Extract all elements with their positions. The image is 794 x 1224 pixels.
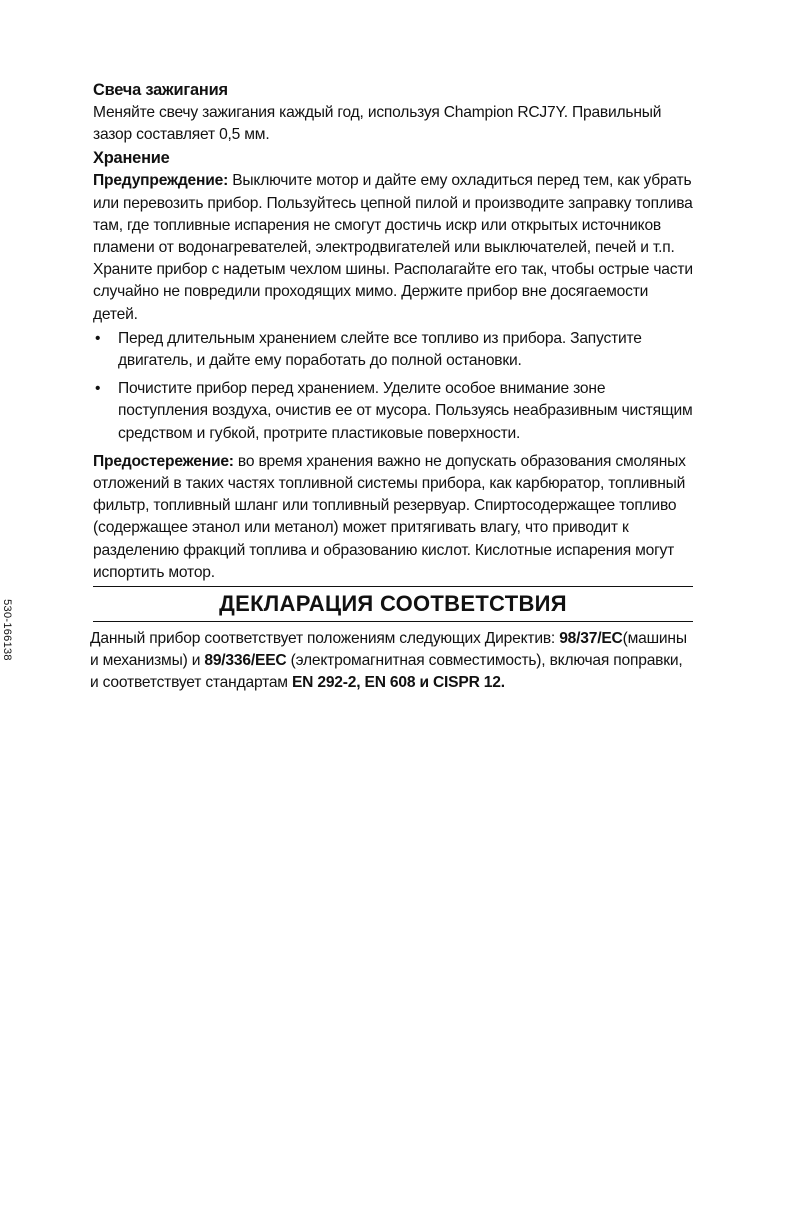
storage-warning-paragraph	[93, 170, 693, 325]
declaration-text	[90, 628, 693, 695]
spark-plug-text: Меняйте свечу зажигания каждый год, используя Champion RCJ7Y. Правильный зазор составляет 0,5 мм.	[93, 104, 662, 144]
declaration-section	[90, 586, 693, 695]
bullet-text: Почистите прибор перед хранением. Уделите особое внимание зоне поступления воздуха, очистив ее от мусора. Пользуясь неабразивным чистящим средством и губкой, протрите пластиковые поверхности.	[118, 380, 693, 442]
storage-caution-paragraph	[93, 451, 693, 584]
document-code	[0, 585, 14, 675]
directive-1: 98/37/EC	[559, 630, 623, 648]
bullet-icon: •	[95, 380, 101, 398]
manual-page	[90, 78, 693, 695]
storage-heading: Хранение	[93, 149, 170, 168]
directive-2: 89/336/EEC	[204, 652, 287, 670]
standards-list: EN 292-2, EN 608 и CISPR 12.	[291, 674, 505, 692]
warning-label: Предупреждение:	[93, 172, 229, 190]
bullet-text: Перед длительным хранением слейте все топливо из прибора. Запустите двигатель, и дайте ему поработать до полной остановки.	[118, 329, 642, 370]
directive-2-desc: (электромагнитная совместимость), включая поправки, и соответствует стандартам	[90, 652, 683, 692]
declaration-intro: Данный прибор соответствует положениям следующих Директив:	[90, 630, 560, 648]
caution-label: Предостережение:	[93, 452, 234, 470]
list-item	[93, 328, 693, 372]
directive-1-desc: (машины и механизмы) и	[90, 630, 687, 670]
document-code-text: 530-166138	[1, 599, 13, 661]
bullet-icon: •	[95, 329, 101, 347]
spark-plug-heading: Свеча зажигания	[93, 81, 228, 99]
storage-bullet-list	[93, 328, 693, 445]
list-item	[93, 378, 693, 445]
warning-text: Выключите мотор и дайте ему охладиться перед тем, как убрать или перевозить прибор. Пользуйтесь цепной пилой и производите заправку топлива там, где топливные испарения не смогут достичь искр или открытых источников пламени от водонагревателей, электродвигателей или выключателей, печей и т.п. Храните прибор с надетым чехлом шины. Располагайте его так, чтобы острые части случайно не повредили проходящих мимо. Держите прибор вне досягаемости детей.	[93, 172, 693, 323]
declaration-title: ДЕКЛАРАЦИЯ СООТВЕТСТВИЯ	[93, 587, 693, 622]
caution-text: во время хранения важно не допускать образования смоляных отложений в таких частях топливной системы прибора, как карбюратор, топливный фильтр, топливный шланг или топливный резервуар. Спиртосодержащее топливо (содержащее этанол или метанол) может притягивать влагу, что приводит к разделению фракций топлива и образованию кислот. Кислотные испарения могут испортить мотор.	[93, 452, 686, 581]
